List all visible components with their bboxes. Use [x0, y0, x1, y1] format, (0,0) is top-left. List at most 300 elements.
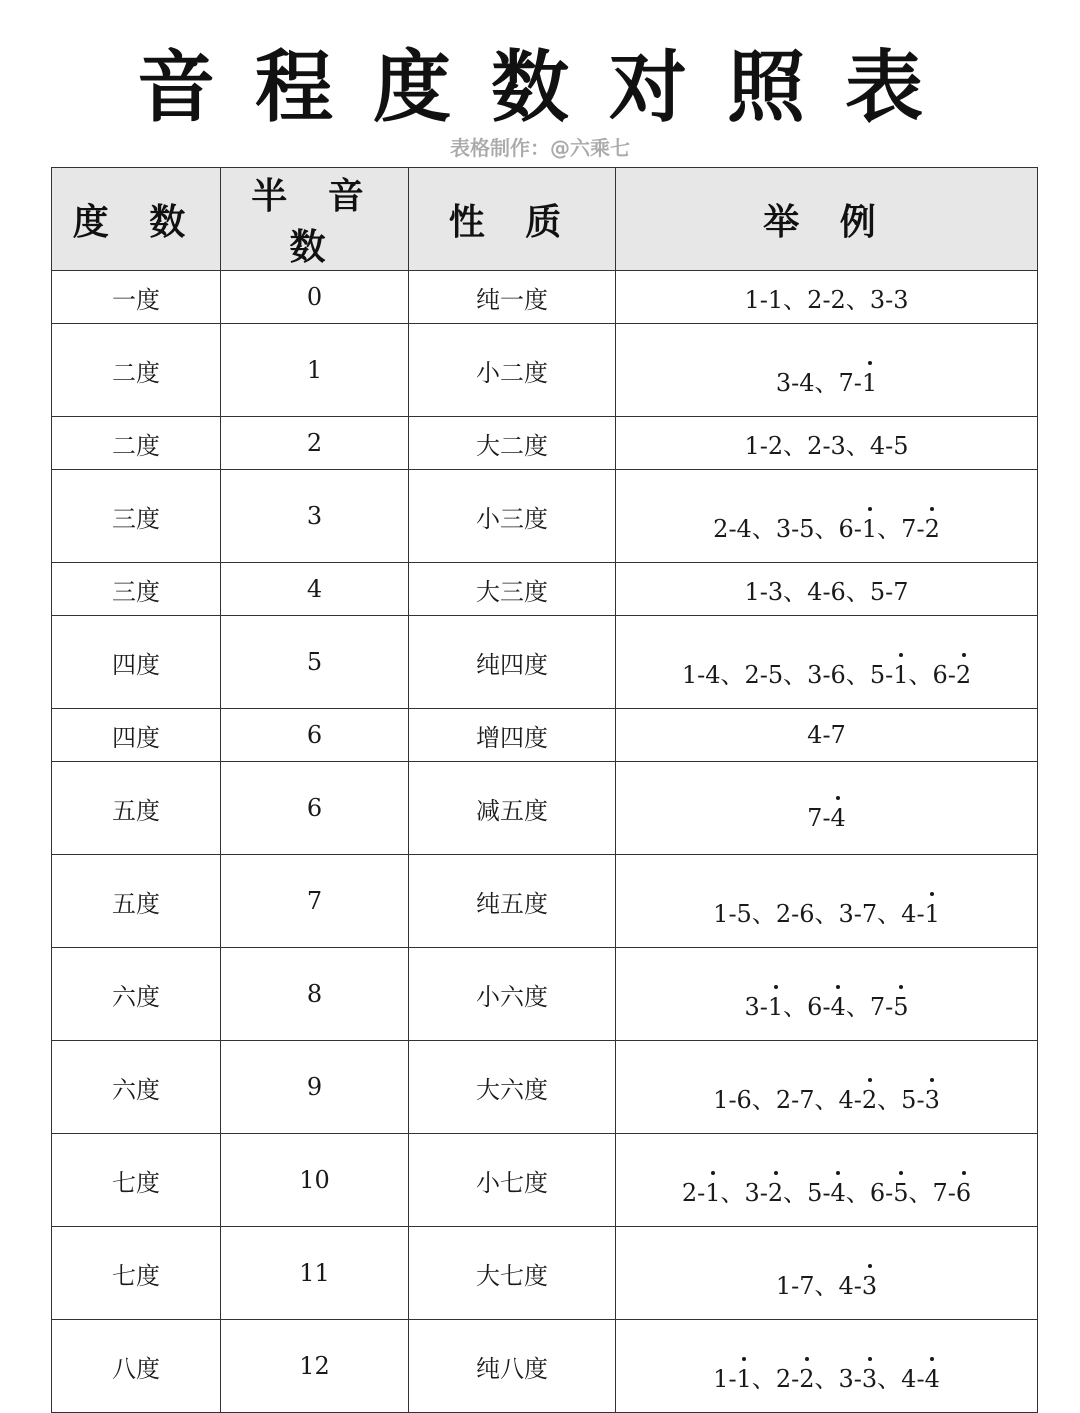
note: 2: [775, 899, 792, 928]
example-separator: 、: [814, 368, 839, 397]
note: 7: [932, 1178, 948, 1207]
high-octave-dot: [742, 1357, 746, 1361]
cell-example: [616, 948, 1038, 1041]
note: 2: [925, 515, 940, 543]
cell-degree: 七度: [52, 1134, 221, 1227]
example-dash: -: [853, 514, 862, 543]
example-pair: [870, 432, 909, 460]
cell-degree: 四度: [52, 709, 221, 762]
cell-quality: 纯四度: [409, 616, 616, 709]
note: 4: [901, 899, 917, 928]
note: 6: [830, 577, 846, 606]
cell-example: [616, 1041, 1038, 1134]
note: 5: [901, 1085, 917, 1114]
example-dash: -: [759, 1178, 768, 1207]
note: 2: [767, 431, 784, 460]
example-pair: [839, 900, 878, 928]
example-dash: -: [697, 1178, 706, 1207]
table-row: [52, 1041, 1038, 1134]
note: 1: [862, 515, 877, 543]
note: 6: [830, 660, 846, 689]
example-dash: -: [916, 899, 925, 928]
note: 6: [932, 660, 948, 689]
example-pair: [839, 515, 878, 543]
example-separator: 、: [783, 660, 808, 689]
example-pair: [870, 286, 909, 314]
note: 1: [744, 431, 760, 460]
header-semitones: 半 音 数: [221, 168, 409, 271]
note: 2: [713, 514, 729, 543]
interval-table: [51, 167, 1038, 1413]
example-pair: [682, 661, 721, 689]
example-separator: 、: [845, 992, 870, 1021]
example-pair: [807, 432, 846, 460]
note: 2: [775, 1085, 792, 1114]
cell-quality: 小七度: [409, 1134, 616, 1227]
example-pair: [901, 1365, 940, 1393]
credit-line: 表格制作：@六乘七: [450, 136, 630, 160]
cell-semitones: 0: [221, 271, 409, 324]
note: 3: [830, 431, 846, 460]
note: 6: [799, 899, 815, 928]
note: 5: [869, 577, 886, 606]
example-pair: [870, 993, 909, 1021]
example-separator: 、: [845, 577, 870, 606]
table-row: [52, 762, 1038, 855]
note: 1: [744, 285, 760, 314]
table-row: [52, 1227, 1038, 1320]
example-pair: [901, 515, 940, 543]
example-pair: [807, 721, 846, 749]
example-pair: [776, 369, 815, 397]
example-pair: [901, 900, 940, 928]
note: 4: [925, 1365, 940, 1393]
cell-degree: 二度: [52, 324, 221, 417]
example-pair: [776, 1365, 815, 1393]
example-dash: -: [791, 1364, 800, 1393]
high-octave-dot: [774, 1171, 778, 1175]
note: 7: [869, 992, 886, 1021]
example-pair: [807, 804, 846, 832]
note: 5: [893, 1179, 908, 1207]
high-octave-dot: [868, 1078, 872, 1082]
table-row: [52, 948, 1038, 1041]
cell-semitones: 5: [221, 616, 409, 709]
cell-degree: 八度: [52, 1320, 221, 1413]
example-dash: -: [791, 1271, 800, 1300]
high-octave-dot: [836, 1171, 840, 1175]
example-dash: -: [697, 660, 706, 689]
note: 7: [799, 1271, 815, 1300]
example-separator: 、: [783, 285, 808, 314]
note: 4: [869, 431, 886, 460]
example-dash: -: [728, 514, 737, 543]
note: 1: [737, 1365, 752, 1393]
example-separator: 、: [814, 1085, 839, 1114]
example-pair: [776, 900, 815, 928]
example-pair: [682, 1179, 721, 1207]
example-dash: -: [916, 514, 925, 543]
example-separator: 、: [877, 1364, 902, 1393]
example-dash: -: [916, 1085, 925, 1114]
high-octave-dot: [711, 1171, 715, 1175]
note: 2: [744, 660, 760, 689]
note: 2: [807, 431, 823, 460]
cell-example: [616, 616, 1038, 709]
example-pair: [776, 1086, 815, 1114]
cell-quality: 大七度: [409, 1227, 616, 1320]
cell-example: [616, 324, 1038, 417]
example-separator: 、: [783, 431, 808, 460]
example-pair: [807, 1179, 846, 1207]
cell-example: [616, 709, 1038, 762]
cell-example: [616, 563, 1038, 616]
example-pair: [776, 515, 815, 543]
table-row: [52, 563, 1038, 616]
header-quality: 性 质: [409, 168, 616, 271]
cell-semitones: 3: [221, 470, 409, 563]
example-dash: -: [728, 899, 737, 928]
cell-quality: 纯八度: [409, 1320, 616, 1413]
note: 1: [768, 993, 783, 1021]
high-octave-dot: [962, 1171, 966, 1175]
example-pair: [933, 661, 972, 689]
high-octave-dot: [962, 653, 966, 657]
high-octave-dot: [930, 507, 934, 511]
cell-semitones: 9: [221, 1041, 409, 1134]
note: 4: [901, 1364, 917, 1393]
note: 2: [830, 285, 846, 314]
note: 7: [799, 1085, 815, 1114]
example-pair: [744, 1179, 783, 1207]
cell-semitones: 11: [221, 1227, 409, 1320]
example-dash: -: [853, 899, 862, 928]
table-row: [52, 855, 1038, 948]
cell-example: [616, 1320, 1038, 1413]
example-separator: 、: [877, 1085, 902, 1114]
table-row: [52, 1134, 1038, 1227]
example-dash: -: [885, 992, 894, 1021]
example-dash: -: [791, 1085, 800, 1114]
cell-semitones: 7: [221, 855, 409, 948]
example-dash: -: [947, 1178, 956, 1207]
cell-example: [616, 271, 1038, 324]
example-separator: 、: [814, 1271, 839, 1300]
example-dash: -: [791, 514, 800, 543]
cell-semitones: 1: [221, 324, 409, 417]
header-example: 举 例: [616, 168, 1038, 271]
example-pair: [870, 578, 909, 606]
example-separator: 、: [877, 514, 902, 543]
example-separator: 、: [845, 1178, 870, 1207]
high-octave-dot: [899, 653, 903, 657]
example-separator: 、: [720, 660, 745, 689]
note: 1: [775, 1271, 792, 1300]
example-dash: -: [791, 899, 800, 928]
note: 3: [775, 514, 792, 543]
note: 4: [705, 660, 721, 689]
example-pair: [744, 432, 783, 460]
high-octave-dot: [836, 985, 840, 989]
note: 7: [807, 804, 823, 832]
note: 1: [713, 1364, 729, 1393]
example-separator: 、: [814, 514, 839, 543]
example-dash: -: [947, 660, 956, 689]
cell-semitones: 10: [221, 1134, 409, 1227]
header-degree: 度 数: [52, 168, 221, 271]
cell-semitones: 6: [221, 709, 409, 762]
example-separator: 、: [783, 1178, 808, 1207]
example-dash: -: [822, 577, 831, 606]
example-pair: [807, 661, 846, 689]
cell-example: [616, 762, 1038, 855]
cell-example: [616, 855, 1038, 948]
example-dash: -: [822, 992, 831, 1021]
cell-example: [616, 1227, 1038, 1320]
example-dash: -: [759, 577, 768, 606]
note: 1: [713, 1085, 729, 1114]
cell-semitones: 6: [221, 762, 409, 855]
note: 1: [767, 285, 784, 314]
high-octave-dot: [774, 985, 778, 989]
note: 4: [831, 1179, 846, 1207]
example-dash: -: [853, 1271, 862, 1300]
example-dash: -: [885, 660, 894, 689]
cell-quality: 增四度: [409, 709, 616, 762]
high-octave-dot: [930, 1078, 934, 1082]
example-separator: 、: [720, 1178, 745, 1207]
example-dash: -: [791, 368, 800, 397]
note: 5: [893, 993, 908, 1021]
example-separator: 、: [783, 577, 808, 606]
note: 1: [681, 660, 698, 689]
example-separator: 、: [908, 1178, 933, 1207]
note: 4: [799, 368, 815, 397]
high-octave-dot: [899, 1171, 903, 1175]
high-octave-dot: [868, 507, 872, 511]
example-dash: -: [759, 431, 768, 460]
note: 2: [862, 1086, 877, 1114]
note: 2: [681, 1178, 698, 1207]
example-separator: 、: [845, 431, 870, 460]
note: 7: [901, 514, 917, 543]
high-octave-dot: [805, 1357, 809, 1361]
note: 6: [838, 514, 854, 543]
note: 3: [775, 368, 792, 397]
note: 4: [831, 993, 846, 1021]
note: 4: [736, 514, 752, 543]
note: 1: [713, 899, 729, 928]
note: 3: [744, 1178, 760, 1207]
example-dash: -: [853, 1085, 862, 1114]
note: 5: [799, 514, 815, 543]
high-octave-dot: [930, 892, 934, 896]
example-pair: [870, 661, 909, 689]
example-separator: 、: [783, 992, 808, 1021]
note: 3: [862, 1272, 877, 1300]
note: 1: [862, 369, 877, 397]
note: 5: [869, 660, 886, 689]
high-octave-dot: [899, 985, 903, 989]
table-row: [52, 616, 1038, 709]
example-pair: [713, 1086, 752, 1114]
note: 3: [862, 1365, 877, 1393]
note: 7: [893, 577, 909, 606]
note: 6: [807, 992, 823, 1021]
high-octave-dot: [868, 1264, 872, 1268]
example-pair: [839, 1365, 878, 1393]
note: 3: [925, 1086, 940, 1114]
example-pair: [807, 993, 846, 1021]
example-dash: -: [822, 660, 831, 689]
cell-semitones: 12: [221, 1320, 409, 1413]
note: 5: [736, 899, 752, 928]
cell-example: [616, 1134, 1038, 1227]
note: 3: [838, 1364, 854, 1393]
table-row: [52, 417, 1038, 470]
example-separator: 、: [814, 899, 839, 928]
note: 1: [925, 900, 940, 928]
table-body: [52, 271, 1038, 1413]
cell-example: [616, 470, 1038, 563]
example-dash: -: [822, 721, 831, 749]
cell-degree: 五度: [52, 855, 221, 948]
table-row: [52, 1320, 1038, 1413]
note: 5: [893, 431, 909, 460]
note: 5: [767, 660, 784, 689]
note: 2: [768, 1179, 783, 1207]
note: 3: [838, 899, 854, 928]
table-row: [52, 324, 1038, 417]
cell-quality: 小三度: [409, 470, 616, 563]
example-pair: [713, 515, 752, 543]
example-separator: 、: [845, 660, 870, 689]
cell-quality: 纯一度: [409, 271, 616, 324]
example-dash: -: [853, 368, 862, 397]
example-dash: -: [885, 431, 894, 460]
table-row: [52, 709, 1038, 762]
example-dash: -: [759, 992, 768, 1021]
cell-degree: 三度: [52, 563, 221, 616]
cell-quality: 大三度: [409, 563, 616, 616]
example-dash: -: [822, 431, 831, 460]
note: 2: [807, 285, 823, 314]
note: 3: [869, 285, 886, 314]
high-octave-dot: [868, 1357, 872, 1361]
example-pair: [870, 1179, 909, 1207]
example-pair: [744, 578, 783, 606]
cell-degree: 四度: [52, 616, 221, 709]
cell-degree: 二度: [52, 417, 221, 470]
example-dash: -: [759, 285, 768, 314]
note: 4: [838, 1085, 854, 1114]
cell-degree: 七度: [52, 1227, 221, 1320]
example-separator: 、: [751, 514, 776, 543]
cell-quality: 小六度: [409, 948, 616, 1041]
example-separator: 、: [877, 899, 902, 928]
note: 6: [956, 1179, 971, 1207]
table-row: [52, 470, 1038, 563]
cell-quality: 小二度: [409, 324, 616, 417]
note: 4: [838, 1271, 854, 1300]
example-dash: -: [916, 1364, 925, 1393]
cell-quality: 大二度: [409, 417, 616, 470]
cell-degree: 五度: [52, 762, 221, 855]
example-dash: -: [885, 577, 894, 606]
example-dash: -: [822, 1178, 831, 1207]
example-pair: [713, 900, 752, 928]
note: 2: [799, 1365, 814, 1393]
note: 3: [807, 660, 823, 689]
note: 3: [893, 285, 909, 314]
cell-degree: 一度: [52, 271, 221, 324]
note: 1: [893, 661, 908, 689]
note: 4: [807, 577, 823, 606]
note: 1: [705, 1179, 720, 1207]
note: 7: [830, 721, 846, 749]
example-pair: [744, 993, 783, 1021]
example-separator: 、: [814, 1364, 839, 1393]
example-pair: [839, 1272, 878, 1300]
note: 5: [807, 1178, 823, 1207]
note: 7: [838, 368, 854, 397]
cell-semitones: 8: [221, 948, 409, 1041]
cell-quality: 纯五度: [409, 855, 616, 948]
example-pair: [713, 1365, 752, 1393]
cell-degree: 六度: [52, 948, 221, 1041]
example-dash: -: [728, 1364, 737, 1393]
note: 2: [956, 661, 971, 689]
example-dash: -: [728, 1085, 737, 1114]
example-pair: [839, 1086, 878, 1114]
example-separator: 、: [908, 660, 933, 689]
note: 6: [869, 1178, 886, 1207]
note: 3: [744, 992, 760, 1021]
example-pair: [901, 1086, 940, 1114]
note: 6: [736, 1085, 752, 1114]
example-dash: -: [822, 285, 831, 314]
note: 4: [831, 804, 846, 832]
example-dash: -: [885, 1178, 894, 1207]
example-pair: [807, 578, 846, 606]
note: 3: [767, 577, 784, 606]
cell-quality: 减五度: [409, 762, 616, 855]
cell-example: [616, 417, 1038, 470]
table-header-row: [52, 168, 1038, 271]
example-pair: [807, 286, 846, 314]
example-separator: 、: [751, 899, 776, 928]
example-pair: [744, 286, 783, 314]
note: 1: [744, 577, 760, 606]
cell-quality: 大六度: [409, 1041, 616, 1134]
table-row: [52, 271, 1038, 324]
cell-degree: 六度: [52, 1041, 221, 1134]
note: 7: [861, 899, 878, 928]
example-dash: -: [822, 804, 831, 832]
example-pair: [776, 1272, 815, 1300]
high-octave-dot: [930, 1357, 934, 1361]
example-separator: 、: [751, 1085, 776, 1114]
note: 2: [775, 1364, 792, 1393]
example-dash: -: [853, 1364, 862, 1393]
note: 4: [807, 721, 823, 749]
high-octave-dot: [836, 796, 840, 800]
example-pair: [839, 369, 878, 397]
cell-semitones: 2: [221, 417, 409, 470]
high-octave-dot: [868, 361, 872, 365]
example-dash: -: [885, 285, 894, 314]
page-title: 音程度数对照表: [136, 43, 963, 133]
